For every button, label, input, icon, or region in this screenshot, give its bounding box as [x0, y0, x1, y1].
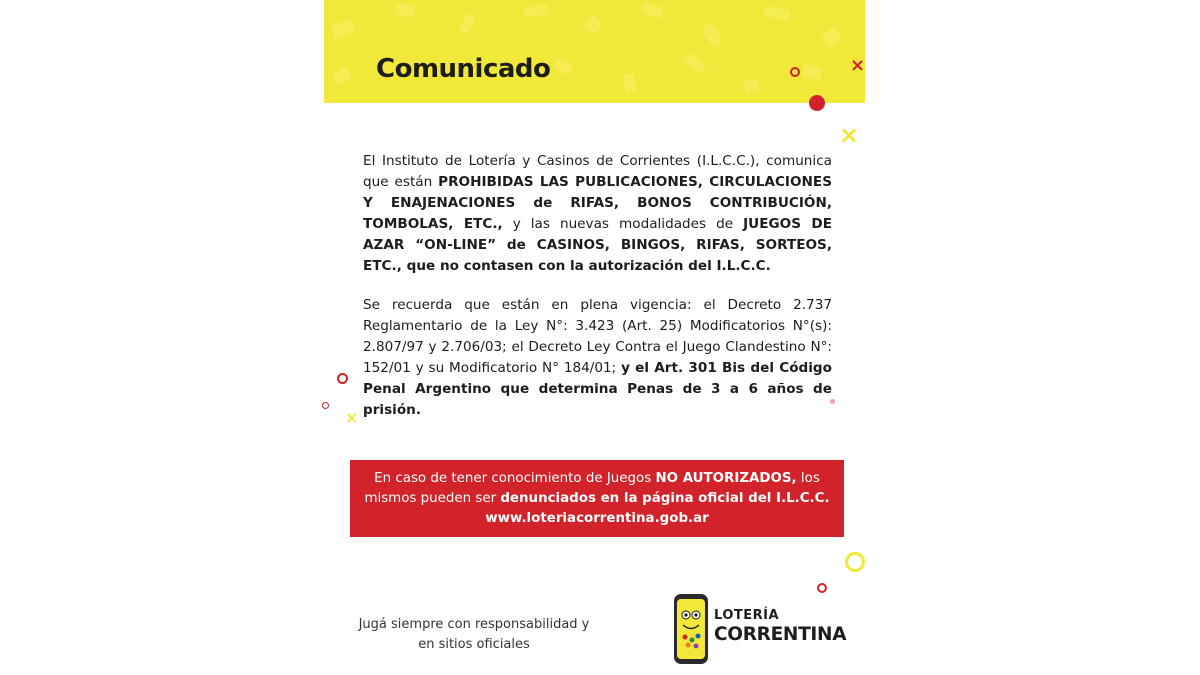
phone-mascot-icon [674, 594, 708, 664]
logo-text-bottom: CORRENTINA [714, 624, 847, 645]
red-ring-decoration [322, 402, 329, 409]
header-banner [324, 0, 865, 103]
responsibility-line-2: en sitios oficiales [418, 637, 530, 652]
red-ring-decoration [337, 373, 348, 384]
logo-text-top: LOTERÍA [714, 608, 780, 623]
page-title: Comunicado [376, 54, 551, 84]
yellow-x-decoration: × [345, 408, 359, 427]
yellow-x-decoration: × [839, 121, 860, 149]
loteria-correntina-logo [674, 594, 864, 666]
yellow-ring-decoration [845, 552, 865, 572]
communique-poster [324, 0, 865, 675]
red-ring-decoration [817, 583, 827, 593]
report-notice-box: En caso de tener conocimiento de Juegos NO AUTORIZADOS, los mismos pueden ser denunciados en la página oficial del I.L.C.C. www.loteriacorrentina.gob.ar [350, 460, 844, 537]
prohibition-paragraph: El Instituto de Lotería y Casinos de Corrientes (I.L.C.C.), comunica que están PROHIBIDAS LAS PUBLICACIONES, CIRCULACIONES Y ENAJENACIONES de RIFAS, BONOS CONTRIBUCIÓN, TOMBOLAS, ETC., y las nuevas modalidades de JUEGOS DE AZAR “ON-LINE” de CASINOS, BINGOS, RIFAS, SORTEOS, ETC., que no contasen con la autorización del I.L.C.C. [363, 153, 832, 274]
responsibility-message [324, 615, 624, 655]
legal-paragraph: Se recuerda que están en plena vigencia: el Decreto 2.737 Reglamentario de la Ley N°: 3.423 (Art. 25) Modificatorios N°(s): 2.807/97 y 2.706/03; el Decreto Ley Contra el Juego Clandestino N°: 152/01 y su Modificatorio N° 184/01; y el Art. 301 Bis del Código Penal Argentino que determina Penas de 3 a 6 años de prisión. [363, 297, 832, 418]
red-x-decoration: × [850, 55, 866, 76]
responsibility-line-1: Jugá siempre con responsabilidad y [358, 617, 590, 632]
